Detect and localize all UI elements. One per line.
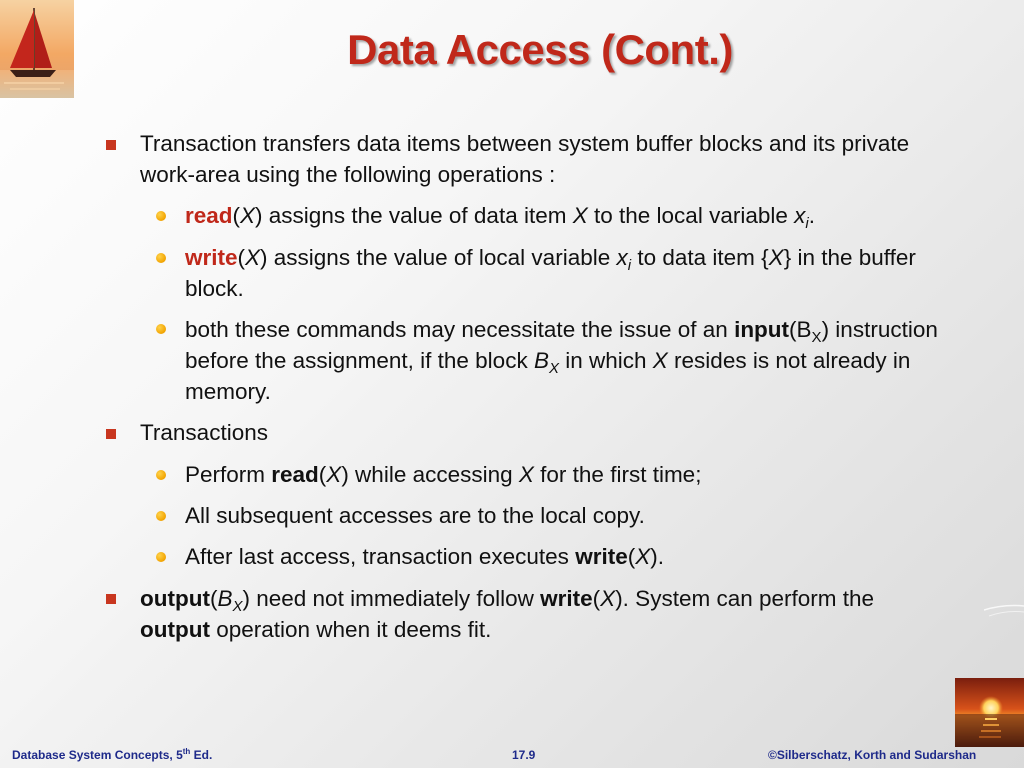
slide-title: Data Access (Cont.)	[347, 26, 733, 73]
bullet-transaction-transfers: Transaction transfers data items between system buffer blocks and its private work-area using the following operations :	[140, 131, 910, 187]
sub-bullet-input: both these commands may necessitate the issue of an $input(B_X)$ instruction before the assignment, if the block $B_X$ in which X resides is not already in memory.	[185, 317, 938, 404]
square-bullet-icon	[106, 594, 116, 604]
circle-bullet-icon	[156, 211, 166, 221]
footer-copyright: ©Silberschatz, Korth and Sudarshan	[768, 748, 977, 762]
sub-bullet-last-access: After last access, transaction executes write(X).	[185, 544, 664, 569]
square-bullet-icon	[106, 140, 116, 150]
sub-bullet-read: read(X) assigns the value of data item X to the local variable $x_i$.	[185, 203, 815, 232]
circle-bullet-icon	[156, 253, 166, 263]
circle-bullet-icon	[156, 511, 166, 521]
circle-bullet-icon	[156, 470, 166, 480]
circle-bullet-icon	[156, 552, 166, 562]
footer-page-number: 17.9	[512, 748, 536, 762]
sunset-icon	[955, 678, 1024, 747]
footer-book-title: Database System Concepts, 5th Ed.	[12, 747, 213, 762]
circle-bullet-icon	[156, 324, 166, 334]
square-bullet-icon	[106, 429, 116, 439]
sub-bullet-write: write(X) assigns the value of local variable $x_i$ to data item {X} in the buffer block.	[185, 245, 916, 301]
bullet-output: $output(B_X)$ need not immediately follow write(X). System can perform the output operation when it deems fit.	[140, 586, 875, 642]
sub-bullet-perform-read: Perform read(X) while accessing X for the first time;	[185, 462, 702, 487]
bullet-transactions: Transactions	[140, 420, 268, 445]
sub-bullet-local-copy: All subsequent accesses are to the local copy.	[185, 503, 645, 528]
decorative-curve	[984, 600, 1024, 640]
